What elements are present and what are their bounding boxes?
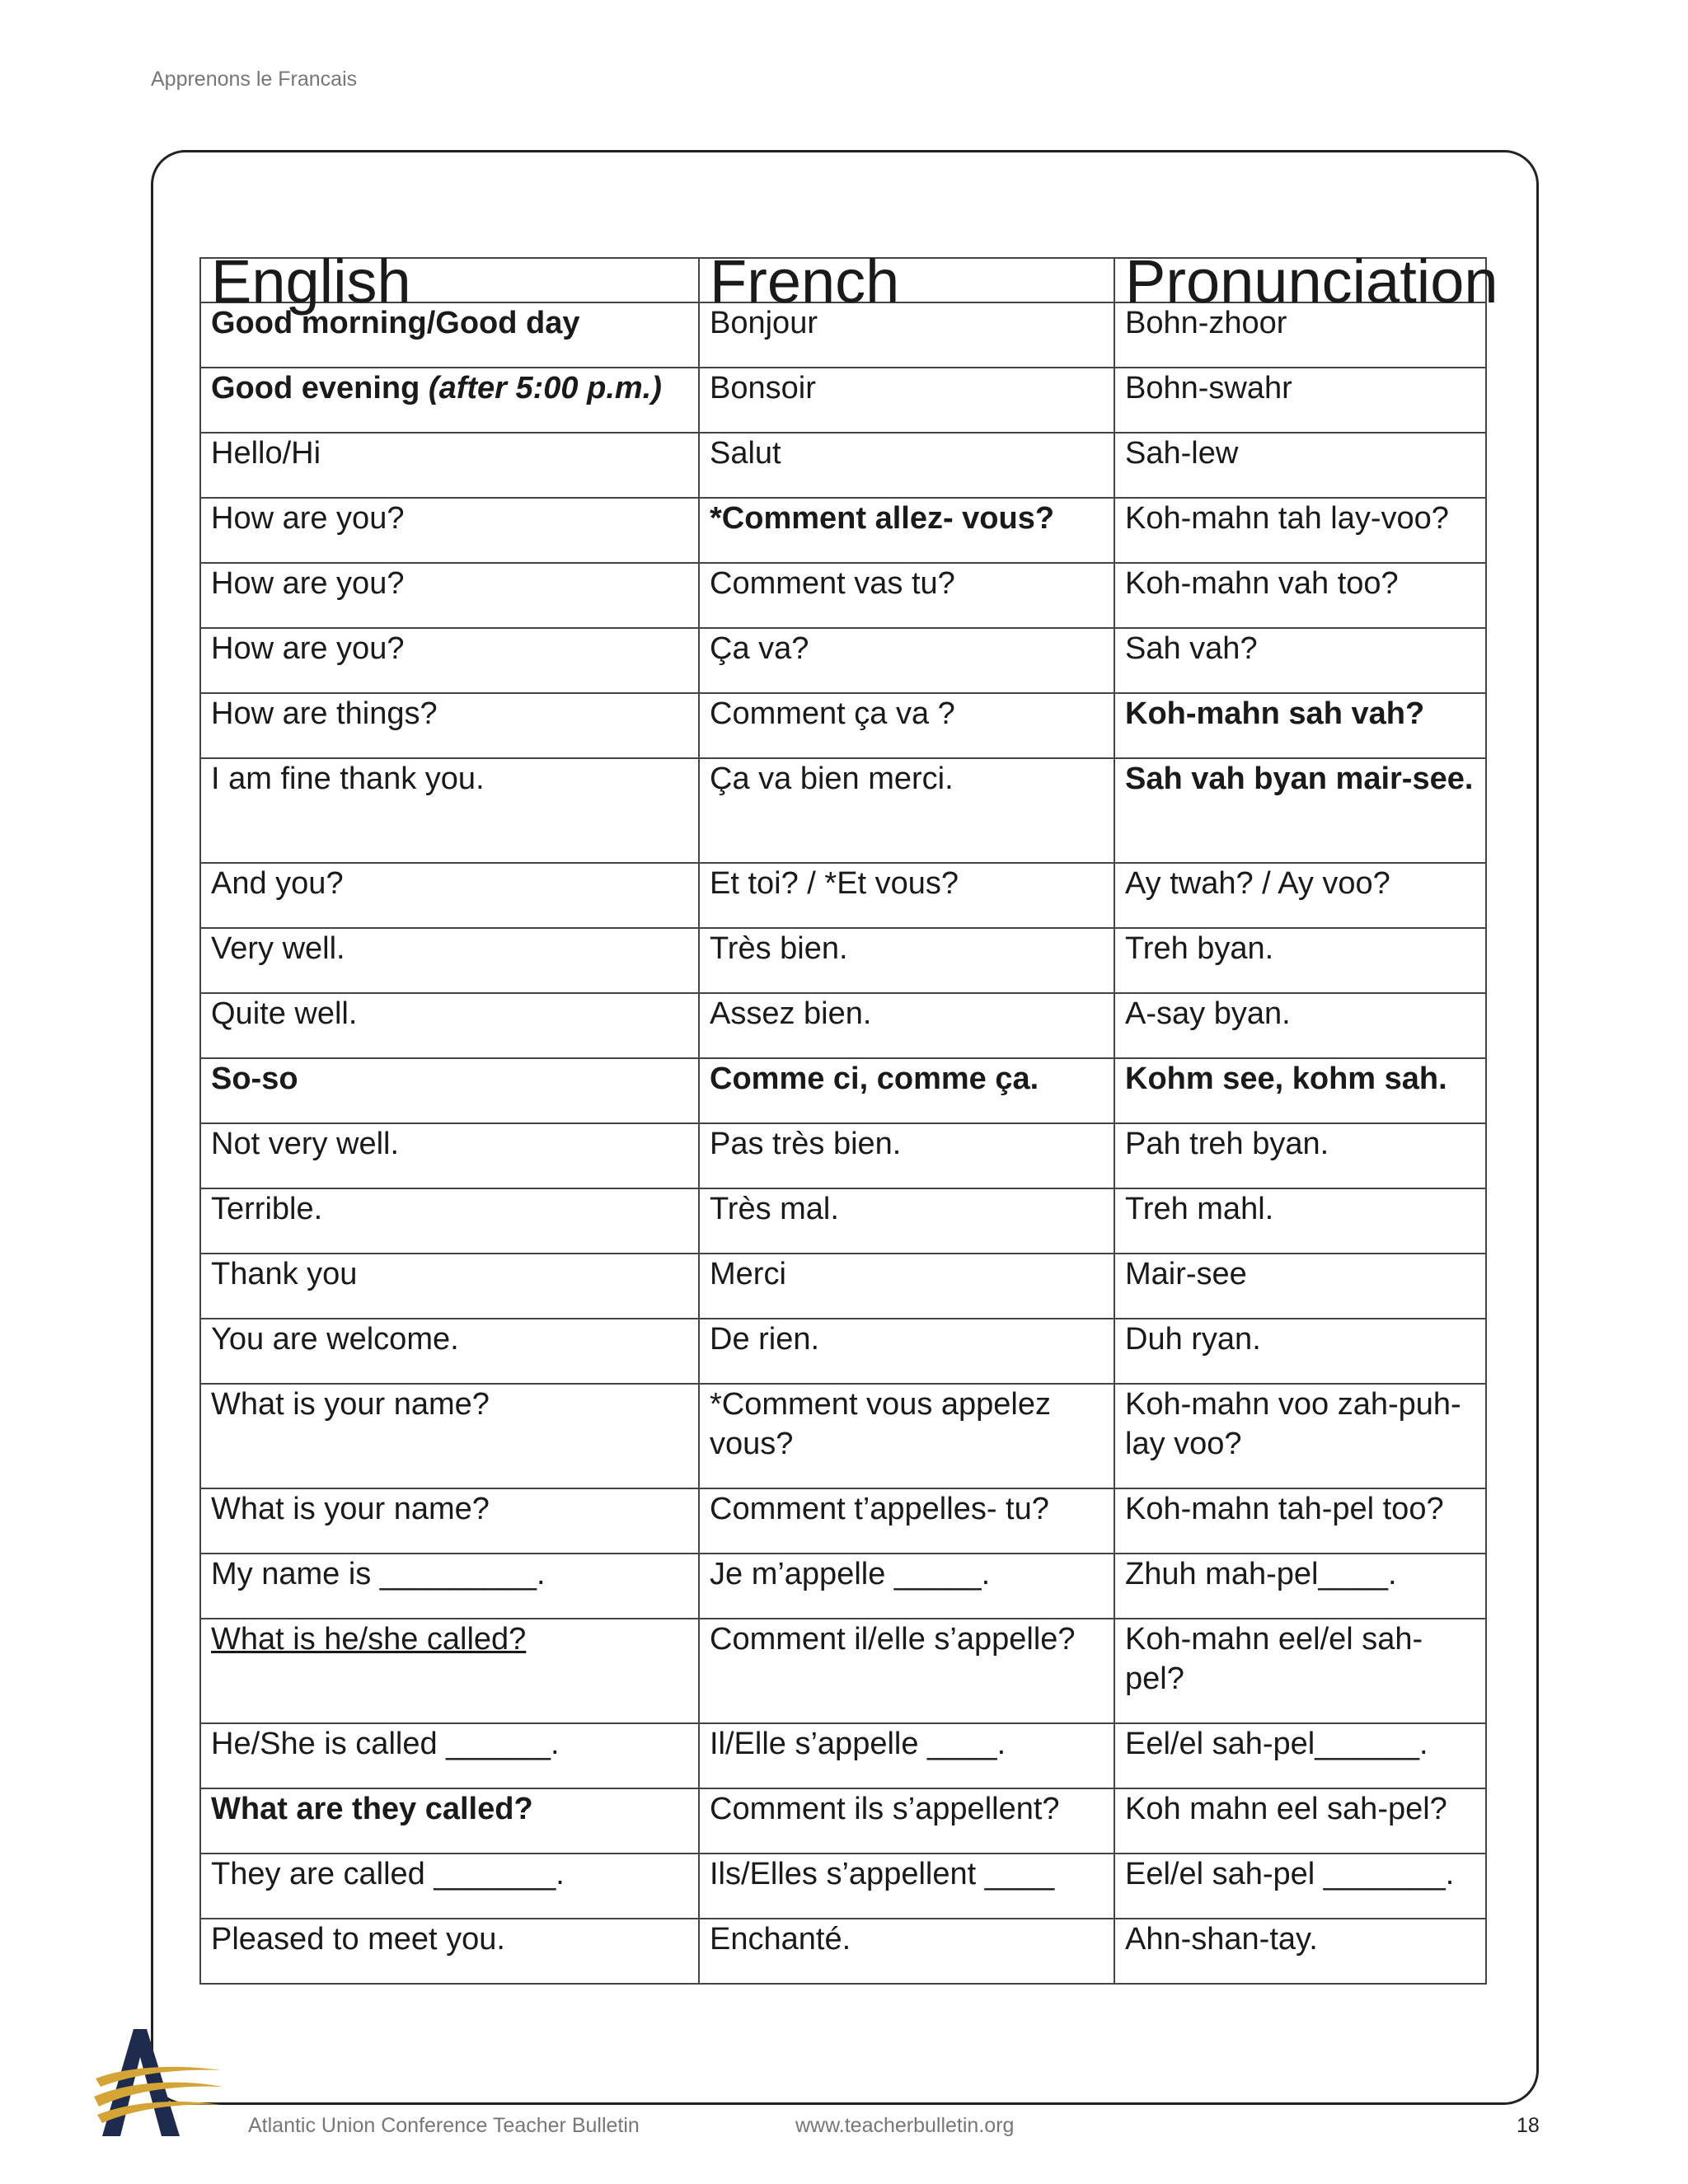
pronunciation-cell: Koh-mahn tah lay-voo? [1114, 498, 1486, 563]
english-cell [200, 1619, 699, 1723]
table-row [200, 1188, 1486, 1254]
french-cell: Comment ils s’appellent? [699, 1788, 1114, 1854]
table-row [200, 1384, 1486, 1488]
english-cell [200, 368, 699, 433]
pronunciation-cell: Pah treh byan. [1114, 1123, 1486, 1188]
french-cell: *Comment allez- vous? [699, 498, 1114, 563]
pronunciation-cell: Koh-mahn sah vah? [1114, 693, 1486, 758]
table-row [200, 433, 1486, 498]
pronunciation-cell: Treh mahl. [1114, 1188, 1486, 1254]
atlantic-union-a-logo-icon [92, 2027, 224, 2139]
table-row [200, 1123, 1486, 1188]
english-cell: What are they called? [200, 1788, 699, 1854]
english-cell: They are called _______. [200, 1854, 699, 1919]
english-cell: My name is _________. [200, 1554, 699, 1619]
french-cell: Enchanté. [699, 1919, 1114, 1984]
table-row [200, 1488, 1486, 1554]
english-cell: How are you? [200, 563, 699, 628]
french-cell: Comme ci, comme ça. [699, 1058, 1114, 1123]
french-cell: Il/Elle s’appelle ____. [699, 1723, 1114, 1788]
french-cell: Très mal. [699, 1188, 1114, 1254]
pronunciation-cell: Sah vah? [1114, 628, 1486, 693]
english-note: (after 5:00 p.m.) [428, 371, 662, 405]
table-row [200, 993, 1486, 1058]
table-row [200, 563, 1486, 628]
pronunciation-cell: Koh-mahn vah too? [1114, 563, 1486, 628]
running-title: Apprenons le Francais [151, 68, 358, 91]
column-header-english: English [200, 258, 699, 302]
french-cell: Salut [699, 433, 1114, 498]
pronunciation-cell: Bohn-zhoor [1114, 302, 1486, 368]
english-text: Good evening [211, 371, 420, 405]
english-cell: You are welcome. [200, 1319, 699, 1384]
column-header-french: French [699, 258, 1114, 302]
english-cell: Pleased to meet you. [200, 1919, 699, 1984]
phrase-table [199, 247, 1498, 1985]
english-cell: Not very well. [200, 1123, 699, 1188]
french-cell: Ça va? [699, 628, 1114, 693]
pronunciation-cell: Kohm see, kohm sah. [1114, 1058, 1486, 1123]
french-cell: *Comment vous appelez vous? [699, 1384, 1114, 1488]
table-row [200, 1254, 1486, 1319]
pronunciation-cell: Ay twah? / Ay voo? [1114, 863, 1486, 928]
pronunciation-cell: Treh byan. [1114, 928, 1486, 993]
french-cell: Comment ça va ? [699, 693, 1114, 758]
pronunciation-cell: A-say byan. [1114, 993, 1486, 1058]
table-row [200, 928, 1486, 993]
pronunciation-cell: Koh-mahn tah-pel too? [1114, 1488, 1486, 1554]
french-cell: De rien. [699, 1319, 1114, 1384]
pronunciation-cell: Mair-see [1114, 1254, 1486, 1319]
french-cell: Bonsoir [699, 368, 1114, 433]
french-cell: Comment t’appelles- tu? [699, 1488, 1114, 1554]
english-cell: Quite well. [200, 993, 699, 1058]
pronunciation-cell: Koh-mahn eel/el sah-pel? [1114, 1619, 1486, 1723]
english-cell: And you? [200, 863, 699, 928]
page-number: 18 [1517, 2114, 1540, 2137]
pronunciation-cell: Sah-lew [1114, 433, 1486, 498]
french-cell: Ça va bien merci. [699, 758, 1114, 863]
table-header-row [200, 258, 1486, 302]
english-cell: Very well. [200, 928, 699, 993]
french-cell: Pas très bien. [699, 1123, 1114, 1188]
french-cell: Merci [699, 1254, 1114, 1319]
french-cell: Comment vas tu? [699, 563, 1114, 628]
english-cell: So-so [200, 1058, 699, 1123]
column-header-pronunciation: Pronunciation [1114, 258, 1486, 302]
french-cell: Bonjour [699, 302, 1114, 368]
footer-url[interactable]: www.teacherbulletin.org [795, 2114, 1015, 2137]
pronunciation-cell: Koh-mahn voo zah-puh-lay voo? [1114, 1384, 1486, 1488]
pronunciation-cell: Eel/el sah-pel______. [1114, 1723, 1486, 1788]
english-cell: Good morning/Good day [200, 302, 699, 368]
table-row [200, 1919, 1486, 1984]
english-text: What is he/she called? [211, 1622, 527, 1657]
table-row [200, 1854, 1486, 1919]
pronunciation-cell: Zhuh mah-pel____. [1114, 1554, 1486, 1619]
english-cell: Hello/Hi [200, 433, 699, 498]
english-cell: How are you? [200, 628, 699, 693]
table-row [200, 758, 1486, 863]
english-cell: How are you? [200, 498, 699, 563]
french-cell: Ils/Elles s’appellent ____ [699, 1854, 1114, 1919]
table-row [200, 1788, 1486, 1854]
table-row [200, 1319, 1486, 1384]
french-cell: Très bien. [699, 928, 1114, 993]
table-row [200, 628, 1486, 693]
table-row [200, 1723, 1486, 1788]
table-row [200, 693, 1486, 758]
english-cell: I am fine thank you. [200, 758, 699, 863]
english-cell: What is your name? [200, 1488, 699, 1554]
table-row [200, 1619, 1486, 1723]
table-row [200, 498, 1486, 563]
english-cell: Thank you [200, 1254, 699, 1319]
french-cell: Assez bien. [699, 993, 1114, 1058]
english-cell: What is your name? [200, 1384, 699, 1488]
table-row [200, 863, 1486, 928]
table-row [200, 1554, 1486, 1619]
english-cell: How are things? [200, 693, 699, 758]
table-row [200, 368, 1486, 433]
pronunciation-cell: Ahn-shan-tay. [1114, 1919, 1486, 1984]
french-cell: Je m’appelle _____. [699, 1554, 1114, 1619]
pronunciation-cell: Sah vah byan mair-see. [1114, 758, 1486, 863]
french-cell: Comment il/elle s’appelle? [699, 1619, 1114, 1723]
english-cell: Terrible. [200, 1188, 699, 1254]
table-row [200, 1058, 1486, 1123]
footer-organization: Atlantic Union Conference Teacher Bulletin [248, 2114, 640, 2137]
english-cell: He/She is called ______. [200, 1723, 699, 1788]
pronunciation-cell: Eel/el sah-pel _______. [1114, 1854, 1486, 1919]
french-cell: Et toi? / *Et vous? [699, 863, 1114, 928]
pronunciation-cell: Duh ryan. [1114, 1319, 1486, 1384]
pronunciation-cell: Koh mahn eel sah-pel? [1114, 1788, 1486, 1854]
pronunciation-cell: Bohn-swahr [1114, 368, 1486, 433]
